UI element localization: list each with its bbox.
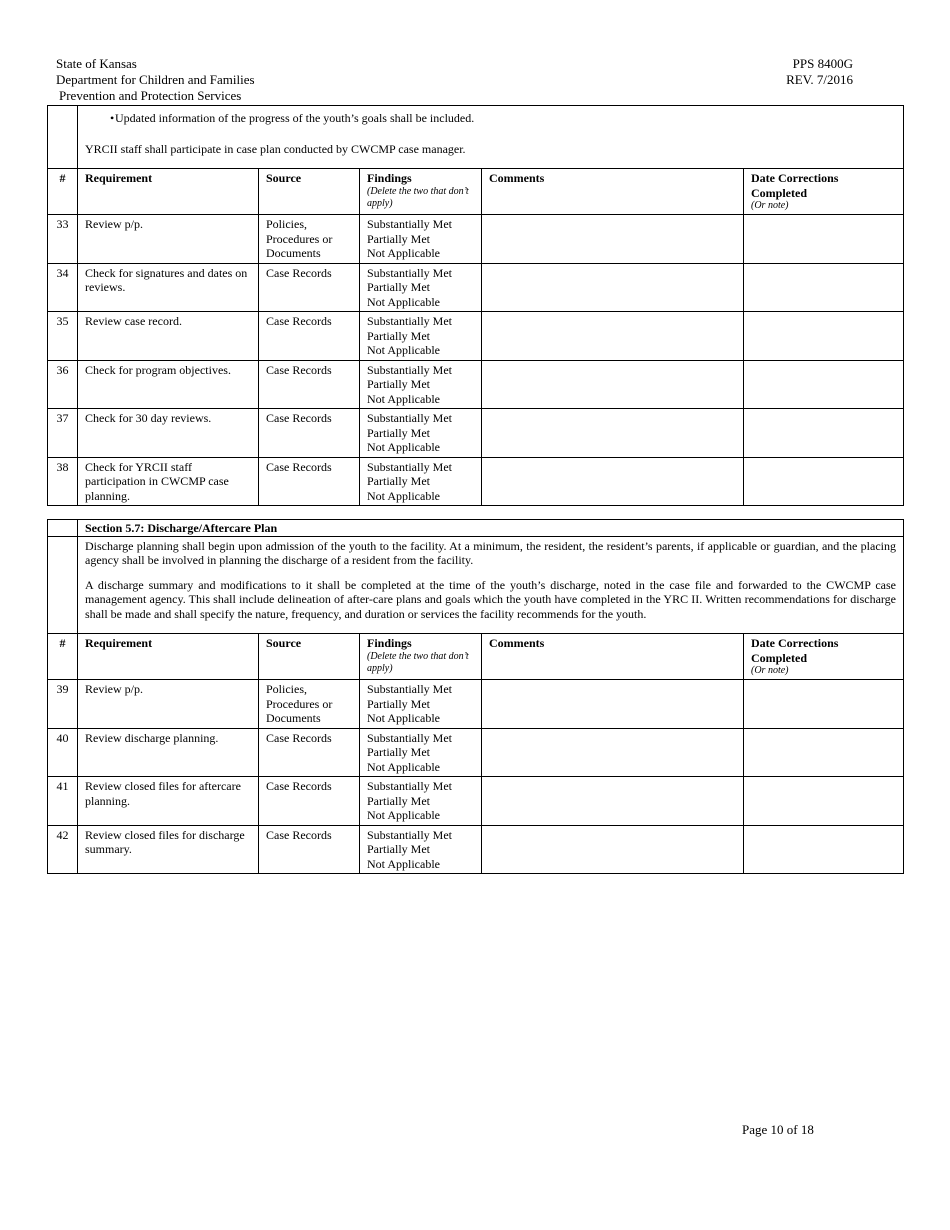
- col-comments: Comments: [482, 634, 744, 680]
- table-header-row: [48, 634, 904, 680]
- findings-option: Not Applicable: [367, 343, 440, 357]
- col-findings: Findings (Delete the two that don’t apply): [360, 634, 482, 680]
- findings-option: Partially Met: [367, 793, 430, 808]
- document-header-left: [56, 56, 255, 104]
- row-comments[interactable]: [482, 728, 744, 777]
- findings-option: Substantially Met: [367, 827, 452, 842]
- row-source: Policies, Procedures or Documents: [259, 215, 360, 264]
- row-findings: [360, 215, 482, 264]
- row-number: 35: [48, 312, 78, 361]
- header-division: Prevention and Protection Services: [59, 88, 242, 103]
- case-plan-intro: [78, 106, 904, 169]
- table-row: [48, 312, 904, 361]
- row-source: Case Records: [259, 457, 360, 506]
- row-requirement: Review case record.: [78, 312, 259, 361]
- case-plan-note: YRCII staff shall participate in case plan conducted by CWCMP case manager.: [85, 141, 466, 156]
- findings-option: Partially Met: [367, 377, 430, 391]
- row-findings: [360, 312, 482, 361]
- row-date-corrections[interactable]: [744, 215, 904, 264]
- row-number: 34: [48, 263, 78, 312]
- row-number: 41: [48, 777, 78, 826]
- discharge-para-2: A discharge summary and modifications to it shall be completed at the time of the youth’s discharge, noted in the case file and forwarded to the CWCMP case management agency. This shall include delineation of after-care plans and goals which the youth have completed in the YRC II. Written recommendations for discharge shall be made and shall specify the nature, frequency, and duration or services the facility recommends for the youth.: [85, 577, 896, 621]
- row-source: Case Records: [259, 312, 360, 361]
- row-findings: [360, 680, 482, 729]
- col-source: Source: [259, 634, 360, 680]
- row-date-corrections[interactable]: [744, 777, 904, 826]
- findings-option: Partially Met: [367, 328, 430, 343]
- header-state: State of Kansas: [56, 56, 137, 71]
- row-date-corrections[interactable]: [744, 680, 904, 729]
- row-findings: [360, 777, 482, 826]
- table-row: [48, 777, 904, 826]
- row-number: 36: [48, 360, 78, 409]
- findings-option: Substantially Met: [367, 217, 452, 231]
- row-source: Case Records: [259, 360, 360, 409]
- row-comments[interactable]: [482, 215, 744, 264]
- findings-option: Substantially Met: [367, 265, 452, 280]
- findings-option: Partially Met: [367, 231, 430, 246]
- findings-option: Not Applicable: [367, 246, 440, 260]
- row-findings: [360, 825, 482, 874]
- table-row: [48, 457, 904, 506]
- goals-progress-bullet: • Updated information of the progress of the youth’s goals shall be included.: [85, 111, 896, 126]
- row-date-corrections[interactable]: [744, 728, 904, 777]
- row-date-corrections[interactable]: [744, 312, 904, 361]
- row-number: 39: [48, 680, 78, 729]
- table-row: [48, 825, 904, 874]
- document-header-right: [786, 56, 853, 88]
- findings-option: Not Applicable: [367, 440, 440, 454]
- row-comments[interactable]: [482, 457, 744, 506]
- findings-option: Substantially Met: [367, 411, 452, 425]
- findings-option: Not Applicable: [367, 488, 440, 503]
- review-table-discharge: [47, 519, 904, 874]
- findings-option: Substantially Met: [367, 459, 452, 474]
- table-header-row: [48, 169, 904, 215]
- findings-option: Substantially Met: [367, 779, 452, 793]
- row-comments[interactable]: [482, 263, 744, 312]
- row-source: Case Records: [259, 263, 360, 312]
- row-source: Case Records: [259, 777, 360, 826]
- findings-option: Not Applicable: [367, 856, 440, 871]
- section-title: Section 5.7: Discharge/Aftercare Plan: [78, 520, 904, 537]
- findings-option: Substantially Met: [367, 682, 452, 696]
- row-date-corrections[interactable]: [744, 825, 904, 874]
- row-requirement: Review closed files for discharge summary.: [78, 825, 259, 874]
- col-requirement: Requirement: [78, 634, 259, 680]
- review-table-case-plan: [47, 105, 904, 506]
- row-requirement: Review p/p.: [78, 680, 259, 729]
- row-number: 38: [48, 457, 78, 506]
- header-revision: REV. 7/2016: [786, 72, 853, 87]
- findings-option: Substantially Met: [367, 730, 452, 745]
- findings-option: Partially Met: [367, 474, 430, 488]
- row-number: 37: [48, 409, 78, 458]
- row-findings: [360, 728, 482, 777]
- findings-option: Partially Met: [367, 842, 430, 856]
- row-comments[interactable]: [482, 777, 744, 826]
- header-form-number: PPS 8400G: [792, 56, 853, 71]
- findings-option: Partially Met: [367, 696, 430, 711]
- row-date-corrections[interactable]: [744, 457, 904, 506]
- findings-option: Not Applicable: [367, 391, 440, 406]
- row-date-corrections[interactable]: [744, 263, 904, 312]
- row-findings: [360, 263, 482, 312]
- findings-option: Not Applicable: [367, 808, 440, 822]
- col-findings: Findings (Delete the two that don’t apply): [360, 169, 482, 215]
- findings-option: Not Applicable: [367, 711, 440, 725]
- findings-option: Not Applicable: [367, 759, 440, 774]
- findings-option: Partially Met: [367, 745, 430, 759]
- table-row: [48, 263, 904, 312]
- findings-option: Substantially Met: [367, 314, 452, 328]
- row-requirement: Check for 30 day reviews.: [78, 409, 259, 458]
- row-comments[interactable]: [482, 360, 744, 409]
- findings-option: Not Applicable: [367, 294, 440, 309]
- discharge-intro: [78, 536, 904, 634]
- row-requirement: Review p/p.: [78, 215, 259, 264]
- col-date-corrections: Date Corrections Completed (Or note): [744, 634, 904, 680]
- row-requirement: Review discharge planning.: [78, 728, 259, 777]
- row-number: 40: [48, 728, 78, 777]
- row-requirement: Check for signatures and dates on reviews.: [78, 263, 259, 312]
- table-row: [48, 409, 904, 458]
- row-date-corrections[interactable]: [744, 360, 904, 409]
- row-source: Policies, Procedures or Documents: [259, 680, 360, 729]
- row-requirement: Check for program objectives.: [78, 360, 259, 409]
- findings-option: Partially Met: [367, 280, 430, 294]
- row-source: Case Records: [259, 825, 360, 874]
- row-number: 42: [48, 825, 78, 874]
- header-department: Department for Children and Families: [56, 72, 255, 87]
- row-findings: [360, 360, 482, 409]
- row-comments[interactable]: [482, 680, 744, 729]
- row-date-corrections[interactable]: [744, 409, 904, 458]
- discharge-para-1: Discharge planning shall begin upon admission of the youth to the facility. At a minimum, the resident, the resident’s parents, if applicable or guardian, and the placing agency shall be involved in planning the discharge of a resident from the facility.: [85, 538, 896, 567]
- table-row: [48, 680, 904, 729]
- table-row: [48, 728, 904, 777]
- col-num: #: [48, 169, 78, 215]
- row-requirement: Check for YRCII staff participation in CWCMP case planning.: [78, 457, 259, 506]
- row-requirement: Review closed files for aftercare planning.: [78, 777, 259, 826]
- row-comments[interactable]: [482, 409, 744, 458]
- col-requirement: Requirement: [78, 169, 259, 215]
- col-source: Source: [259, 169, 360, 215]
- row-number: 33: [48, 215, 78, 264]
- table-row: [48, 360, 904, 409]
- row-source: Case Records: [259, 409, 360, 458]
- row-comments[interactable]: [482, 825, 744, 874]
- col-num: #: [48, 634, 78, 680]
- row-source: Case Records: [259, 728, 360, 777]
- row-findings: [360, 457, 482, 506]
- page-number: Page 10 of 18: [742, 1122, 814, 1137]
- row-comments[interactable]: [482, 312, 744, 361]
- findings-option: Partially Met: [367, 425, 430, 440]
- col-date-corrections: Date Corrections Completed (Or note): [744, 169, 904, 215]
- row-findings: [360, 409, 482, 458]
- table-row: [48, 215, 904, 264]
- col-comments: Comments: [482, 169, 744, 215]
- findings-option: Substantially Met: [367, 362, 452, 377]
